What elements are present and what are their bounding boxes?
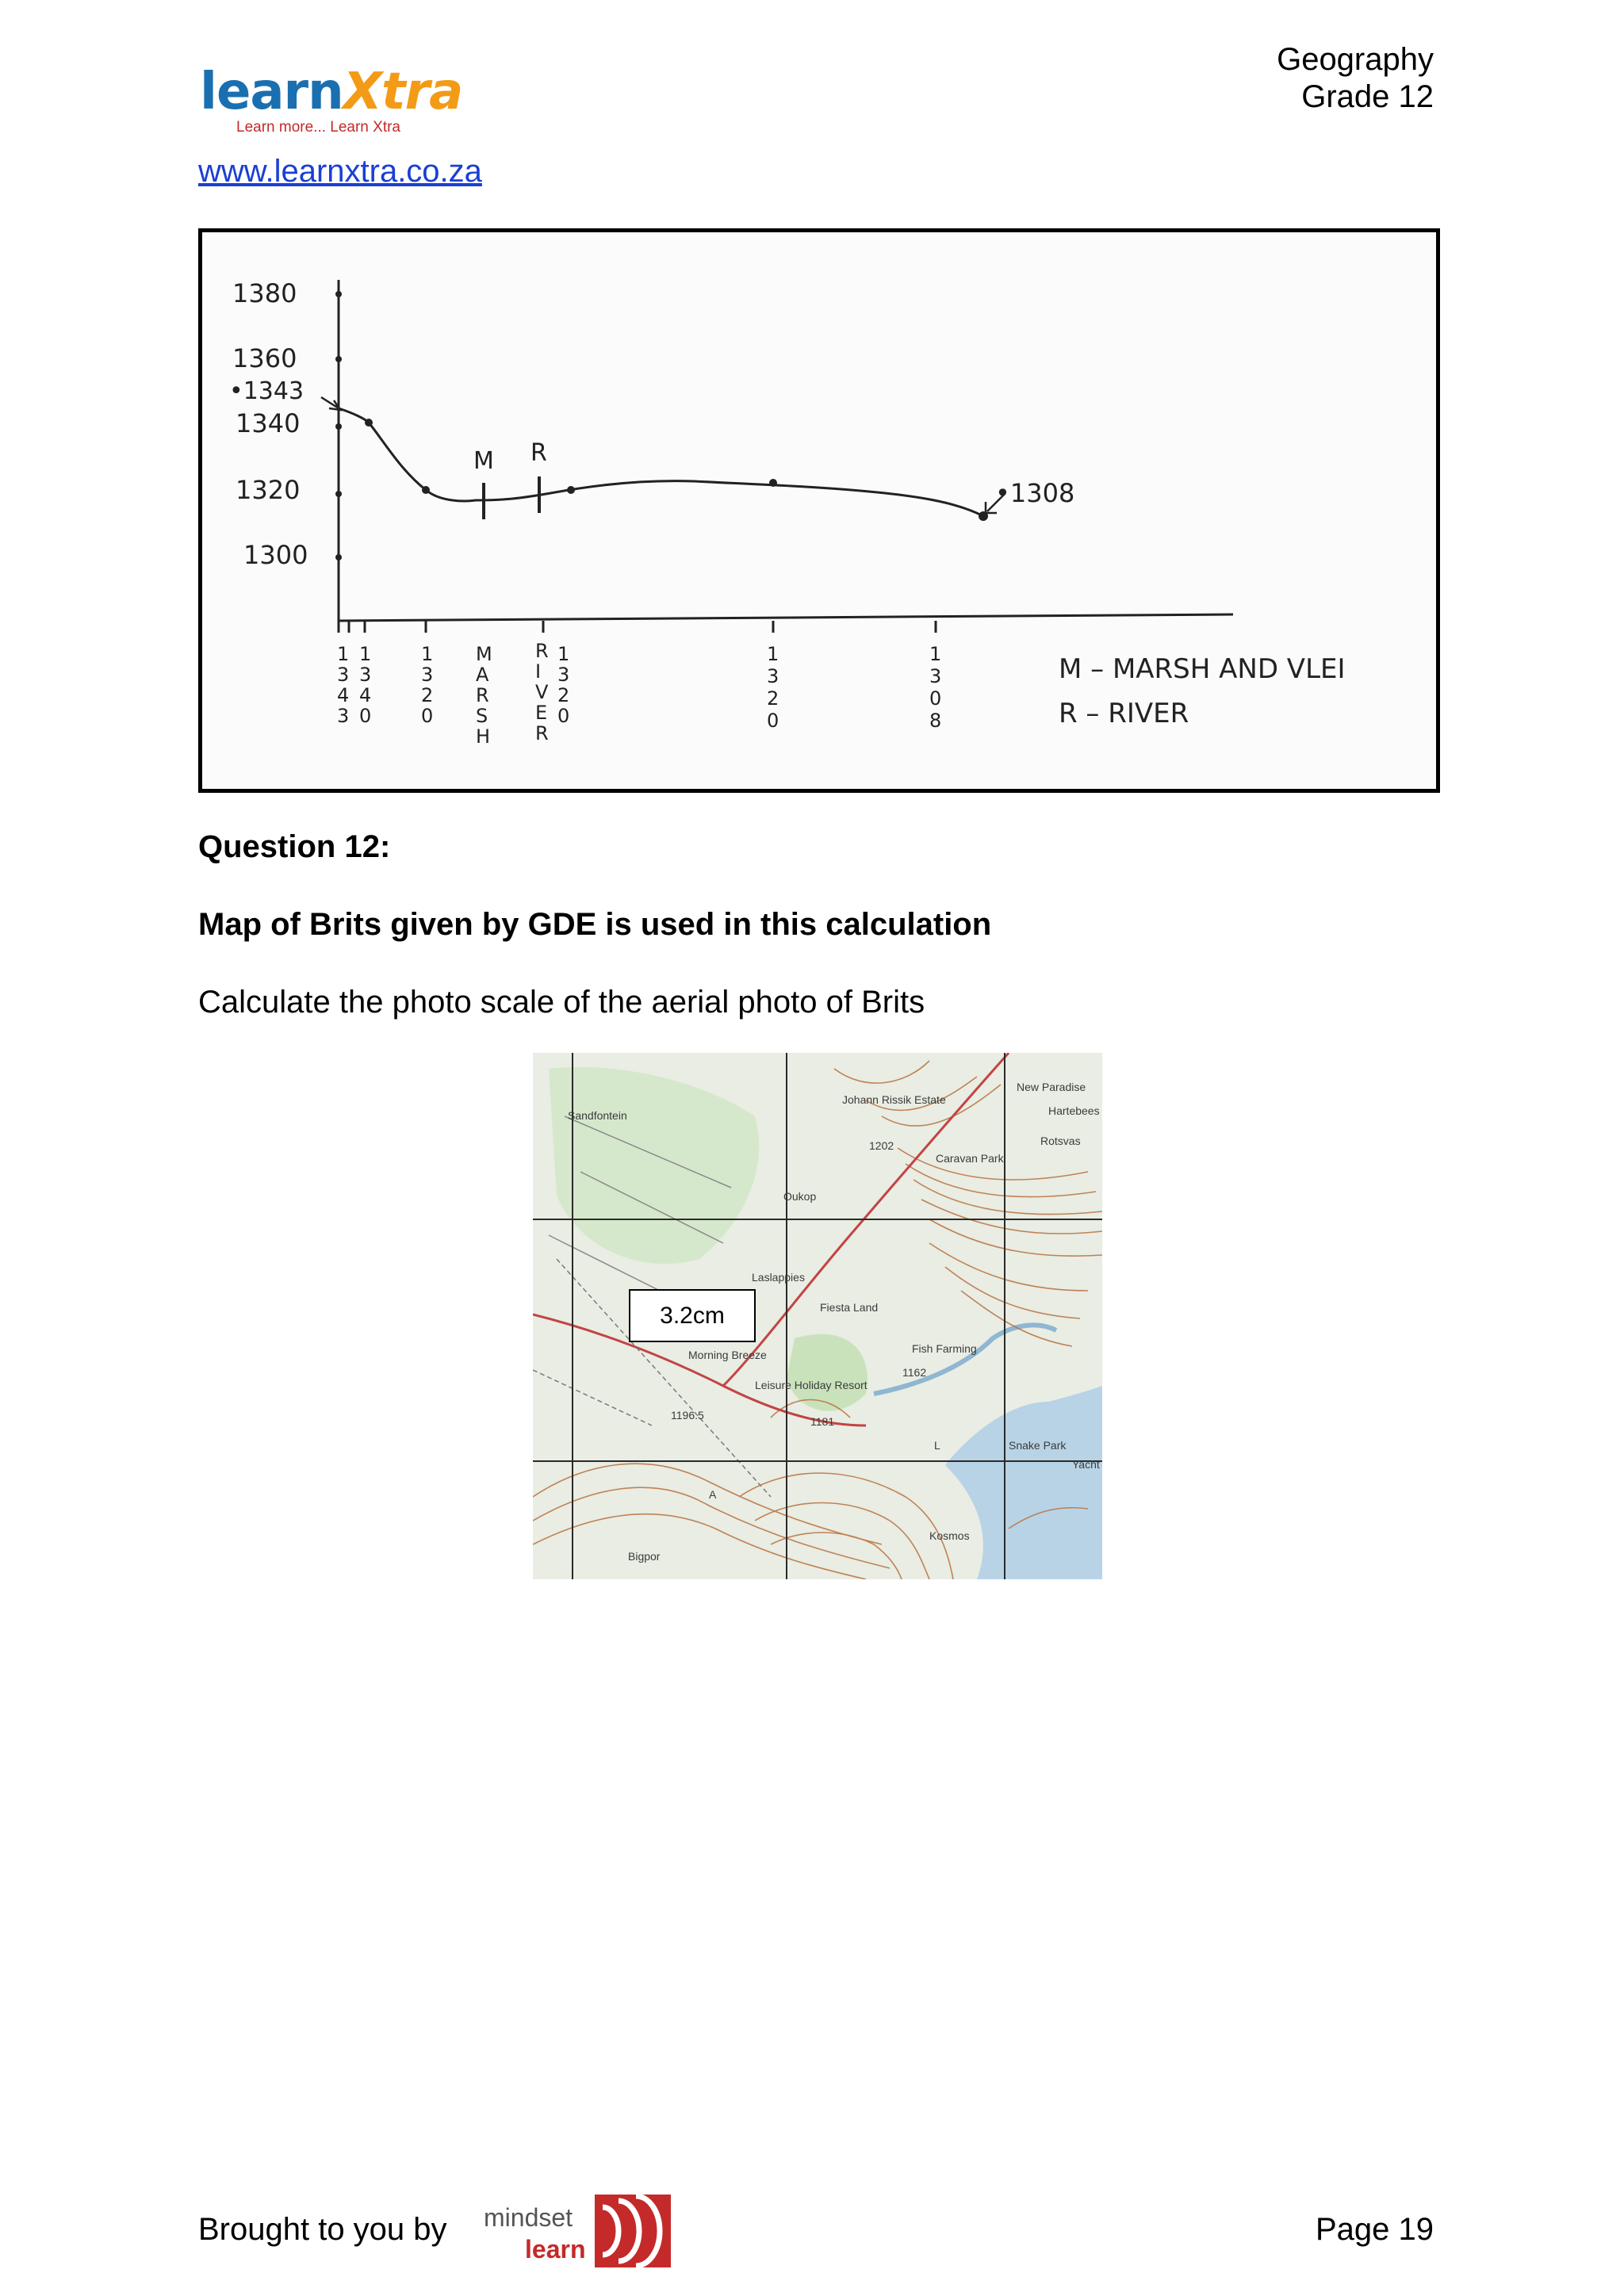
y-label-1360: 1360	[232, 343, 297, 373]
question-text: Calculate the photo scale of the aerial photo of Brits	[198, 985, 925, 1020]
map-height-1181: 1181	[810, 1415, 835, 1428]
x-label-1343: 1 3 4 3	[337, 643, 350, 727]
question-subtitle: Map of Brits given by GDE is used in this calculation	[198, 907, 992, 942]
point-label-1308: •1308	[995, 478, 1075, 508]
profile-line	[339, 408, 983, 516]
website-link[interactable]: www.learnxtra.co.za	[198, 154, 482, 189]
map-label-l: L	[934, 1439, 940, 1452]
map-height-1162: 1162	[902, 1366, 927, 1379]
learn-wordmark: learn	[525, 2235, 586, 2263]
map-label-sandfontein: Sandfontein	[568, 1109, 627, 1122]
map-label-a: A	[709, 1488, 717, 1501]
map-label-fish-farming: Fish Farming	[912, 1342, 977, 1355]
marker-m: M	[473, 447, 494, 475]
map-label-leisure-resort: Leisure Holiday Resort	[755, 1379, 868, 1391]
measurement-label: 3.2cm	[629, 1289, 756, 1342]
map-label-new-paradise: New Paradise	[1017, 1081, 1086, 1093]
y-label-1300: 1300	[243, 540, 308, 570]
subject-label: Geography	[1277, 42, 1434, 77]
learnxtra-logo	[200, 63, 469, 138]
grade-label: Grade 12	[1301, 79, 1434, 114]
map-label-bigpor: Bigpor	[628, 1550, 661, 1563]
map-height-1196-5: 1196.5	[671, 1409, 704, 1422]
y-label-1343: •1343	[229, 377, 304, 405]
legend-r: R – RIVER	[1059, 698, 1189, 729]
y-label-1340: 1340	[236, 408, 301, 438]
page-number: Page 19	[1315, 2212, 1434, 2247]
subject-grade	[1277, 41, 1434, 116]
map-height-1202: 1202	[869, 1139, 894, 1152]
y-label-1320: 1320	[236, 475, 301, 505]
x-label-1320-c: 1 3 2 0	[767, 643, 779, 732]
x-label-1308: 1 3 0 8	[929, 643, 942, 732]
logo-tagline: Learn more... Learn Xtra	[236, 119, 400, 136]
map-label-laslappies: Laslappies	[752, 1271, 805, 1284]
y-label-1380: 1380	[232, 278, 297, 308]
mindset-wordmark: mindset	[484, 2203, 573, 2232]
legend-m: M – MARSH AND VLEI	[1059, 653, 1346, 685]
map-label-caravan-park: Caravan Park	[936, 1152, 1004, 1165]
map-label-fiesta-land: Fiesta Land	[820, 1301, 879, 1314]
question-title: Question 12:	[198, 829, 391, 864]
map-label-oukop: Oukop	[783, 1190, 817, 1203]
map-label-hartebees: Hartebees	[1048, 1104, 1100, 1117]
mindset-learn-logo	[484, 2191, 671, 2271]
x-label-marsh: M A R S H	[476, 643, 492, 748]
x-label-1320-b: 1 3 2 0	[557, 643, 570, 727]
x-label-1320-a: 1 3 2 0	[421, 643, 434, 727]
map-label-snake-park: Snake Park	[1009, 1439, 1067, 1452]
map-label-kosmos: Kosmos	[929, 1529, 970, 1542]
x-axis	[339, 614, 1233, 621]
marker-r: R	[530, 439, 547, 467]
x-label-river: R I V E R	[535, 640, 549, 744]
x-label-1340: 1 3 4 0	[359, 643, 372, 727]
cross-section-sketch	[198, 228, 1440, 793]
map-label-johann-rissik: Johann Rissik Estate	[842, 1093, 946, 1106]
footer-brought-by: Brought to you by	[198, 2212, 447, 2247]
map-label-morning-breeze: Morning Breeze	[688, 1349, 767, 1361]
map-label-rotsvas: Rotsvas	[1040, 1135, 1081, 1147]
map-label-yacht: Yacht	[1072, 1458, 1100, 1471]
logo-wordmark: learnXtra	[200, 63, 463, 121]
topographic-map	[533, 1053, 1102, 1579]
